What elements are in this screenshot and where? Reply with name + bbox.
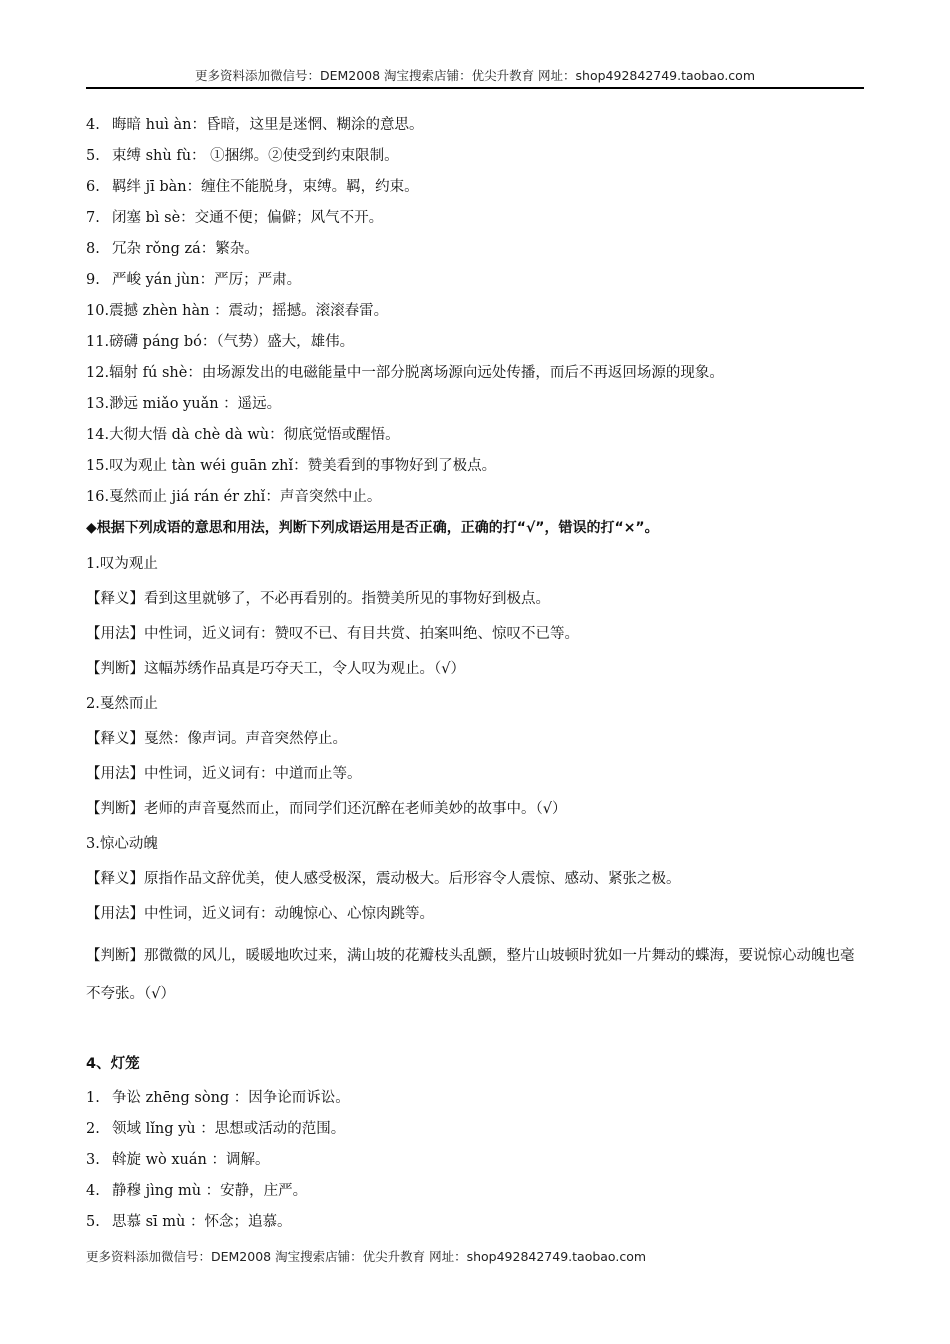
vocab-item-number: 3. <box>86 1152 100 1168</box>
idiom-meaning: 【释义】原指作品文辞优美，使人感受极深，震动极大。后形容令人震惊、感动、紧张之极。 <box>86 871 681 887</box>
idiom-judgement: 【判断】这幅苏绣作品真是巧夺天工，令人叹为观止。（√） <box>86 661 465 677</box>
vocab-item-text: 领域 lǐng yù ：思想或活动的范围。 <box>112 1121 346 1137</box>
idiom-block <box>86 692 866 832</box>
vocab-item-text: 戛然而止 jiá rán ér zhǐ：声音突然中止。 <box>109 489 382 505</box>
vocab-item-text: 束缚 shù fù： ①捆绑。②使受到约束限制。 <box>112 148 399 164</box>
exercise-instruction: ◆根据下列成语的意思和用法，判断下列成语运用是否正确，正确的打“√”，错误的打“×”。 <box>86 520 659 536</box>
vocab-item <box>86 113 866 144</box>
vocab-item <box>86 175 866 206</box>
vocab-item-text: 渺远 miǎo yuǎn ：遥远。 <box>109 396 282 412</box>
vocab-item-number: 14. <box>86 427 110 443</box>
vocab-item <box>86 423 866 454</box>
idiom-title: 2.戛然而止 <box>86 696 158 712</box>
vocab-item-text: 叹为观止 tàn wéi guān zhǐ：赞美看到的事物好到了极点。 <box>109 458 497 474</box>
idiom-usage: 【用法】中性词，近义词有：赞叹不已、有目共赏、拍案叫绝、惊叹不已等。 <box>86 626 579 642</box>
vocab-item <box>86 361 866 392</box>
vocab-item <box>86 206 866 237</box>
idiom-block <box>86 832 866 1013</box>
vocab-item-number: 4. <box>86 117 100 133</box>
vocab-item-number: 15. <box>86 458 110 474</box>
vocab-item-text: 磅礴 páng bó：（气势）盛大，雄伟。 <box>109 334 355 350</box>
vocab-item-text: 静穆 jìng mù ：安静，庄严。 <box>112 1183 308 1199</box>
vocab-item-text: 争讼 zhēng sòng ：因争论而诉讼。 <box>112 1090 350 1106</box>
vocab-item <box>86 330 866 361</box>
vocab-item <box>86 237 866 268</box>
idiom-block <box>86 552 866 692</box>
vocab-item-number: 13. <box>86 396 110 412</box>
idiom-judgement: 【判断】老师的声音戛然而止，而同学们还沉醉在老师美妙的故事中。（√） <box>86 801 567 817</box>
vocab-item-number: 4. <box>86 1183 100 1199</box>
vocab-item <box>86 1179 866 1210</box>
vocab-item-number: 7. <box>86 210 100 226</box>
vocab-item-number: 16. <box>86 489 110 505</box>
vocab-item-number: 11. <box>86 334 110 350</box>
document-body <box>86 113 866 1241</box>
idiom-title: 3.惊心动魄 <box>86 836 158 852</box>
section-spacer <box>86 1013 866 1050</box>
vocab-item-text: 大彻大悟 dà chè dà wù：彻底觉悟或醒悟。 <box>109 427 400 443</box>
idiom-title: 1.叹为观止 <box>86 556 158 572</box>
vocab-item <box>86 1148 866 1179</box>
idiom-judgement: 【判断】那微微的风儿，暖暖地吹过来，满山坡的花瓣枝头乱颤，整片山坡顿时犹如一片舞动的蝶海，要说惊心动魄也毫不夸张。（√） <box>86 948 855 1002</box>
vocab-item <box>86 1210 866 1241</box>
vocab-item-number: 6. <box>86 179 100 195</box>
vocab-list-section4 <box>86 1086 866 1241</box>
section-heading: 4、灯笼 <box>86 1056 140 1072</box>
vocab-list-part1 <box>86 113 866 516</box>
vocab-item-number: 5. <box>86 148 100 164</box>
vocab-item-text: 闭塞 bì sè：交通不便；偏僻；风气不开。 <box>112 210 384 226</box>
vocab-item-number: 5. <box>86 1214 100 1230</box>
vocab-item-text: 思慕 sī mù ：怀念；追慕。 <box>112 1214 292 1230</box>
vocab-item-text: 斡旋 wò xuán ：调解。 <box>112 1152 270 1168</box>
vocab-item-text: 冗杂 rǒng zá：繁杂。 <box>112 241 259 257</box>
idiom-meaning: 【释义】看到这里就够了，不必再看别的。指赞美所见的事物好到极点。 <box>86 591 550 607</box>
idiom-usage: 【用法】中性词，近义词有：中道而止等。 <box>86 766 362 782</box>
vocab-item <box>86 1086 866 1117</box>
vocab-item <box>86 144 866 175</box>
vocab-item <box>86 485 866 516</box>
vocab-item <box>86 1117 866 1148</box>
idiom-usage: 【用法】中性词，近义词有：动魄惊心、心惊肉跳等。 <box>86 906 434 922</box>
vocab-item-text: 严峻 yán jùn：严厉；严肃。 <box>112 272 302 288</box>
vocab-item-number: 10. <box>86 303 110 319</box>
page-header: 更多资料添加微信号：DEM2008 淘宝搜索店铺：优尖升教育 网址：shop492842749.taobao.com <box>86 66 864 89</box>
vocab-item <box>86 299 866 330</box>
page-footer: 更多资料添加微信号：DEM2008 淘宝搜索店铺：优尖升教育 网址：shop492842749.taobao.com <box>86 1249 647 1264</box>
idiom-meaning: 【释义】戛然：像声词。声音突然停止。 <box>86 731 347 747</box>
vocab-item-text: 晦暗 huì àn：昏暗，这里是迷惘、糊涂的意思。 <box>112 117 424 133</box>
vocab-item-text: 羁绊 jī bàn：缠住不能脱身，束缚。羁，约束。 <box>112 179 419 195</box>
vocab-item <box>86 454 866 485</box>
vocab-item-text: 震撼 zhèn hàn ：震动；摇撼。滚滚春雷。 <box>109 303 389 319</box>
vocab-item-number: 12. <box>86 365 110 381</box>
vocab-item-number: 9. <box>86 272 100 288</box>
vocab-item <box>86 268 866 299</box>
vocab-item <box>86 392 866 423</box>
vocab-item-text: 辐射 fú shè：由场源发出的电磁能量中一部分脱离场源向远处传播，而后不再返回场源的现象。 <box>109 365 724 381</box>
vocab-item-number: 2. <box>86 1121 100 1137</box>
vocab-item-number: 1. <box>86 1090 100 1106</box>
vocab-item-number: 8. <box>86 241 100 257</box>
